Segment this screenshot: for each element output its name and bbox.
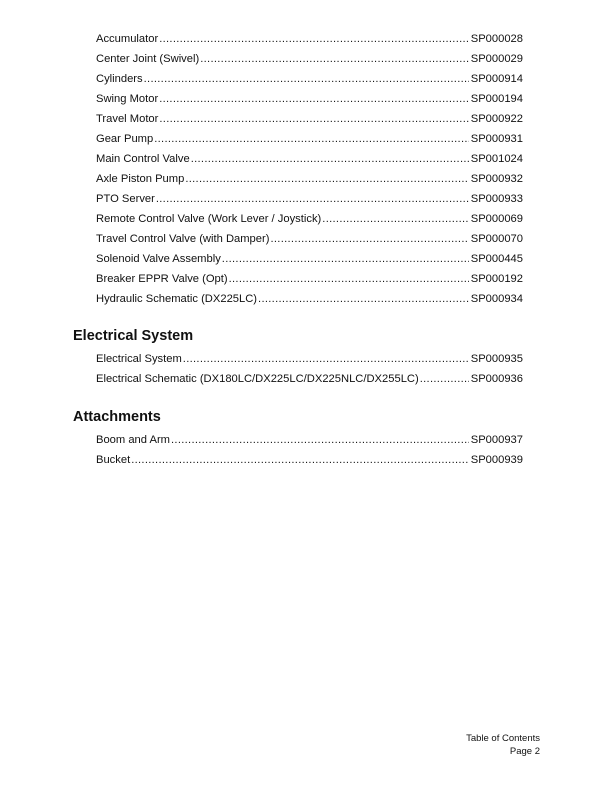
toc-entry-code: SP000937 [470, 434, 523, 446]
dot-leader [131, 454, 469, 466]
toc-entry[interactable] [96, 109, 523, 129]
toc-entry-title: Main Control Valve [96, 153, 190, 165]
toc-entry[interactable] [96, 149, 523, 169]
toc-entry-title: Travel Control Valve (with Damper) [96, 233, 270, 245]
toc-entry[interactable] [96, 450, 523, 470]
dot-leader [144, 73, 469, 85]
toc-entry[interactable] [96, 129, 523, 149]
toc-entry[interactable] [96, 209, 523, 229]
toc-entry[interactable] [96, 29, 523, 49]
toc-entry-code: SP000936 [470, 373, 523, 385]
toc-entry-code: SP000914 [470, 73, 523, 85]
toc-entry[interactable] [96, 369, 523, 389]
toc-entry-code: SP001024 [470, 153, 523, 165]
toc-entry[interactable] [96, 89, 523, 109]
toc-entry-title: Electrical Schematic (DX180LC/DX225LC/DX225NLC/DX255LC) [96, 373, 419, 385]
toc-entry-code: SP000934 [470, 293, 523, 305]
dot-leader [420, 373, 469, 385]
dot-leader [322, 213, 468, 225]
toc-entry-title: Hydraulic Schematic (DX225LC) [96, 293, 258, 305]
toc-entry-title: Center Joint (Swivel) [96, 53, 200, 65]
toc-entry-code: SP000194 [470, 93, 523, 105]
section-heading-electrical: Electrical System [73, 328, 194, 344]
toc-entry-code: SP000935 [470, 353, 523, 365]
toc-entry-code: SP000922 [470, 113, 523, 125]
toc-entry[interactable] [96, 249, 523, 269]
toc-entry-title: Electrical System [96, 353, 182, 365]
toc-entry-title: PTO Server [96, 193, 155, 205]
toc-entry-title: Axle Piston Pump [96, 173, 185, 185]
toc-entry-code: SP000069 [470, 213, 523, 225]
toc-entry[interactable] [96, 269, 523, 289]
dot-leader [154, 133, 469, 145]
toc-entry[interactable] [96, 189, 523, 209]
section-heading-attachments: Attachments [73, 409, 161, 425]
toc-entry-code: SP000192 [470, 273, 523, 285]
dot-leader [183, 353, 469, 365]
toc-entry-code: SP000028 [470, 33, 523, 45]
dot-leader [229, 273, 469, 285]
toc-entry-title: Breaker EPPR Valve (Opt) [96, 273, 228, 285]
dot-leader [200, 53, 469, 65]
dot-leader [270, 233, 468, 245]
dot-leader [159, 93, 469, 105]
toc-entry-title: Bucket [96, 454, 131, 466]
toc-entry-code: SP000445 [470, 253, 523, 265]
toc-entry[interactable] [96, 289, 523, 309]
dot-leader [159, 33, 469, 45]
toc-entry-title: Boom and Arm [96, 434, 170, 446]
toc-entry[interactable] [96, 69, 523, 89]
dot-leader [191, 153, 469, 165]
dot-leader [159, 113, 468, 125]
dot-leader [185, 173, 468, 185]
toc-entry[interactable] [96, 229, 523, 249]
toc-entry-code: SP000029 [470, 53, 523, 65]
toc-entry-title: Remote Control Valve (Work Lever / Joystick) [96, 213, 322, 225]
toc-entry[interactable] [96, 49, 523, 69]
toc-entry-title: Cylinders [96, 73, 143, 85]
dot-leader [258, 293, 469, 305]
footer-page-number: Page 2 [509, 746, 540, 757]
toc-entry[interactable] [96, 169, 523, 189]
toc-entry-title: Swing Motor [96, 93, 159, 105]
toc-entry-code: SP000933 [470, 193, 523, 205]
toc-entry-code: SP000939 [470, 454, 523, 466]
toc-entry-code: SP000932 [470, 173, 523, 185]
toc-entry-title: Solenoid Valve Assembly [96, 253, 221, 265]
toc-entry-title: Travel Motor [96, 113, 159, 125]
toc-entry-code: SP000931 [470, 133, 523, 145]
toc-entry-title: Gear Pump [96, 133, 154, 145]
toc-entry[interactable] [96, 349, 523, 369]
toc-entry-code: SP000070 [470, 233, 523, 245]
footer-title: Table of Contents [466, 733, 540, 744]
toc-entry-title: Accumulator [96, 33, 159, 45]
toc-entry[interactable] [96, 430, 523, 450]
dot-leader [156, 193, 469, 205]
dot-leader [171, 434, 469, 446]
dot-leader [222, 253, 469, 265]
